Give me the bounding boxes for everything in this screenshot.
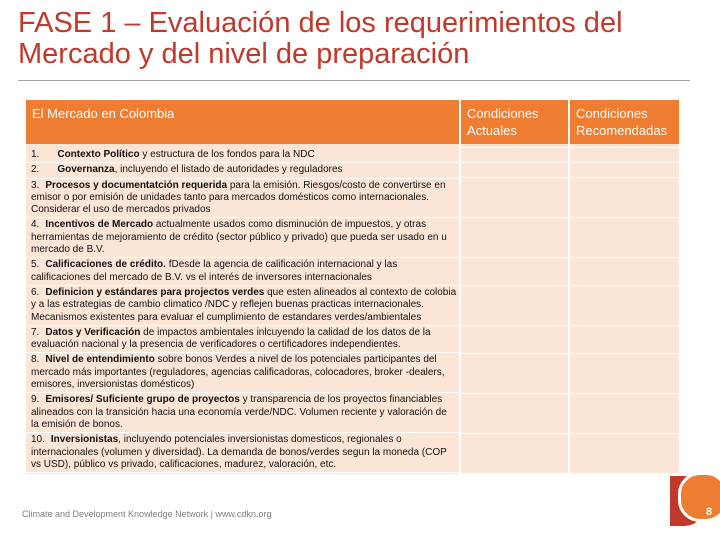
- condition-cell[interactable]: [461, 258, 568, 286]
- page-number: 8: [705, 506, 713, 518]
- item-description: para la emisión. Riesgos/costo de convertirse en emisor o por emisión de unidades tanto para mercados domésticos como internacionales. Considerar el uso de mercados privados: [31, 179, 446, 216]
- condition-cell[interactable]: [570, 218, 679, 258]
- condition-cell[interactable]: [570, 286, 679, 326]
- condition-cell[interactable]: [461, 286, 568, 326]
- item-heading: Contexto Político: [57, 149, 140, 160]
- table-body-row: [26, 144, 679, 474]
- item-heading: Definicion y estándares para projectos verdes: [45, 286, 265, 298]
- market-item-9: [26, 393, 459, 433]
- condition-cell[interactable]: [461, 354, 568, 394]
- item-heading: Incentivos de Mercado: [45, 219, 154, 231]
- market-item-7: [26, 326, 459, 354]
- item-number: 2.: [31, 164, 40, 176]
- market-items-list: [26, 148, 459, 473]
- item-number: 4.: [31, 219, 40, 231]
- condition-cell[interactable]: [570, 258, 679, 286]
- item-number: 6.: [31, 286, 40, 298]
- header-recommended-conditions: Condiciones Recomendadas: [569, 100, 679, 144]
- market-item-1: [26, 148, 459, 163]
- item-heading: Nivel de entendimiento: [45, 354, 155, 366]
- condition-cell[interactable]: [570, 163, 679, 178]
- header-market: El Mercado en Colombia: [26, 100, 460, 144]
- market-item-10: [26, 433, 459, 473]
- item-number: 1.: [31, 149, 40, 160]
- item-description: que esten alineados al contexto de colobia y a las estrategias de cambio climatico /NDC y reflejen buenas practicas internacionales. Mecanismos existentes para evaluar el cumplimiento de estandares verdes/ambientales: [31, 286, 457, 323]
- condition-cell[interactable]: [570, 394, 679, 434]
- item-heading: Emisores/ Suficiente grupo de proyectos: [45, 394, 240, 406]
- condition-cell[interactable]: [570, 178, 679, 218]
- condition-cell[interactable]: [570, 148, 679, 163]
- condition-cell[interactable]: [461, 163, 568, 178]
- recommended-conditions-column: [570, 144, 679, 474]
- item-number: 9.: [31, 394, 40, 406]
- market-item-2: [26, 163, 459, 178]
- item-number: 10.: [31, 434, 45, 446]
- market-item-4: [26, 218, 459, 258]
- market-items-cell: [26, 144, 460, 474]
- item-heading: Procesos y documentatción requerida: [45, 179, 228, 191]
- condition-cell[interactable]: [461, 148, 568, 163]
- item-number: 7.: [31, 326, 40, 338]
- slide-title: FASE 1 – Evaluación de los requerimientos del Mercado y del nivel de preparación: [18, 7, 623, 70]
- item-description: y estructura de los fondos para la NDC: [139, 149, 315, 160]
- market-item-5: [26, 258, 459, 286]
- condition-cell[interactable]: [570, 434, 679, 474]
- condition-cell[interactable]: [461, 178, 568, 218]
- current-conditions-column: [461, 144, 568, 474]
- footer-text: Climate and Development Knowledge Network | www.cdkn.org: [22, 509, 272, 519]
- condition-cell[interactable]: [461, 434, 568, 474]
- requirements-table: [26, 100, 679, 474]
- title-divider: [18, 80, 690, 81]
- item-heading: Calificaciones de crédito.: [45, 259, 166, 271]
- header-current-conditions: Condiciones Actuales: [460, 100, 569, 144]
- item-description: sobre bonos Verdes a nivel de los potenciales participantes del mercado más importantes (reguladores, agencias calificadoras, colocadores, broker -dealers, emisores, inversionistas domésticos): [31, 354, 445, 391]
- item-number: 8.: [31, 354, 40, 366]
- condition-cell[interactable]: [461, 218, 568, 258]
- current-conditions-cell[interactable]: [460, 144, 569, 474]
- item-heading: Inversionistas: [50, 434, 119, 446]
- item-description: , incluyendo el listado de autoridades y reguladores: [114, 164, 343, 176]
- condition-cell[interactable]: [461, 394, 568, 434]
- item-number: 5.: [31, 259, 40, 271]
- market-item-8: [26, 353, 459, 393]
- item-heading: Governanza: [57, 164, 115, 176]
- condition-cell[interactable]: [570, 354, 679, 394]
- condition-cell[interactable]: [570, 326, 679, 354]
- item-heading: Datos y Verificación: [45, 326, 141, 338]
- recommended-conditions-cell[interactable]: [569, 144, 679, 474]
- condition-cell[interactable]: [461, 326, 568, 354]
- market-item-6: [26, 286, 459, 326]
- market-item-3: [26, 179, 459, 219]
- item-description: de impactos ambientales inlcuyendo la calidad de los datos de la evaluación nacional y la presencia de verificadores o certificadores independientes.: [31, 326, 431, 351]
- table-header-row: [26, 100, 679, 144]
- item-description: y transparencia de los proyectos financiables alineados con la transición hacia una economía verde/NDC. Volumen reciente y valoración de la emisión de bonos.: [31, 394, 447, 430]
- item-description: , incluyendo potenciales inversionistas domesticos, regionales o internacionales (volumen y diversidad). La demanda de bonos/verdes segun la moneda (COP vs USD), público vs privado, calificaciones, madurez, valoración, etc.: [31, 434, 447, 470]
- item-number: 3.: [31, 179, 40, 191]
- item-description: fDesde la agencia de calificación internacional y las calificaciones del mercado de B.V. vs el interés de inversores internacionales: [31, 259, 398, 283]
- item-description: actualmente usados como disminución de impuestos, y otras herramientas de mejoramiento de crédito (sector público y privado) que pueda ser usado en u mercado de B.V.: [31, 219, 447, 256]
